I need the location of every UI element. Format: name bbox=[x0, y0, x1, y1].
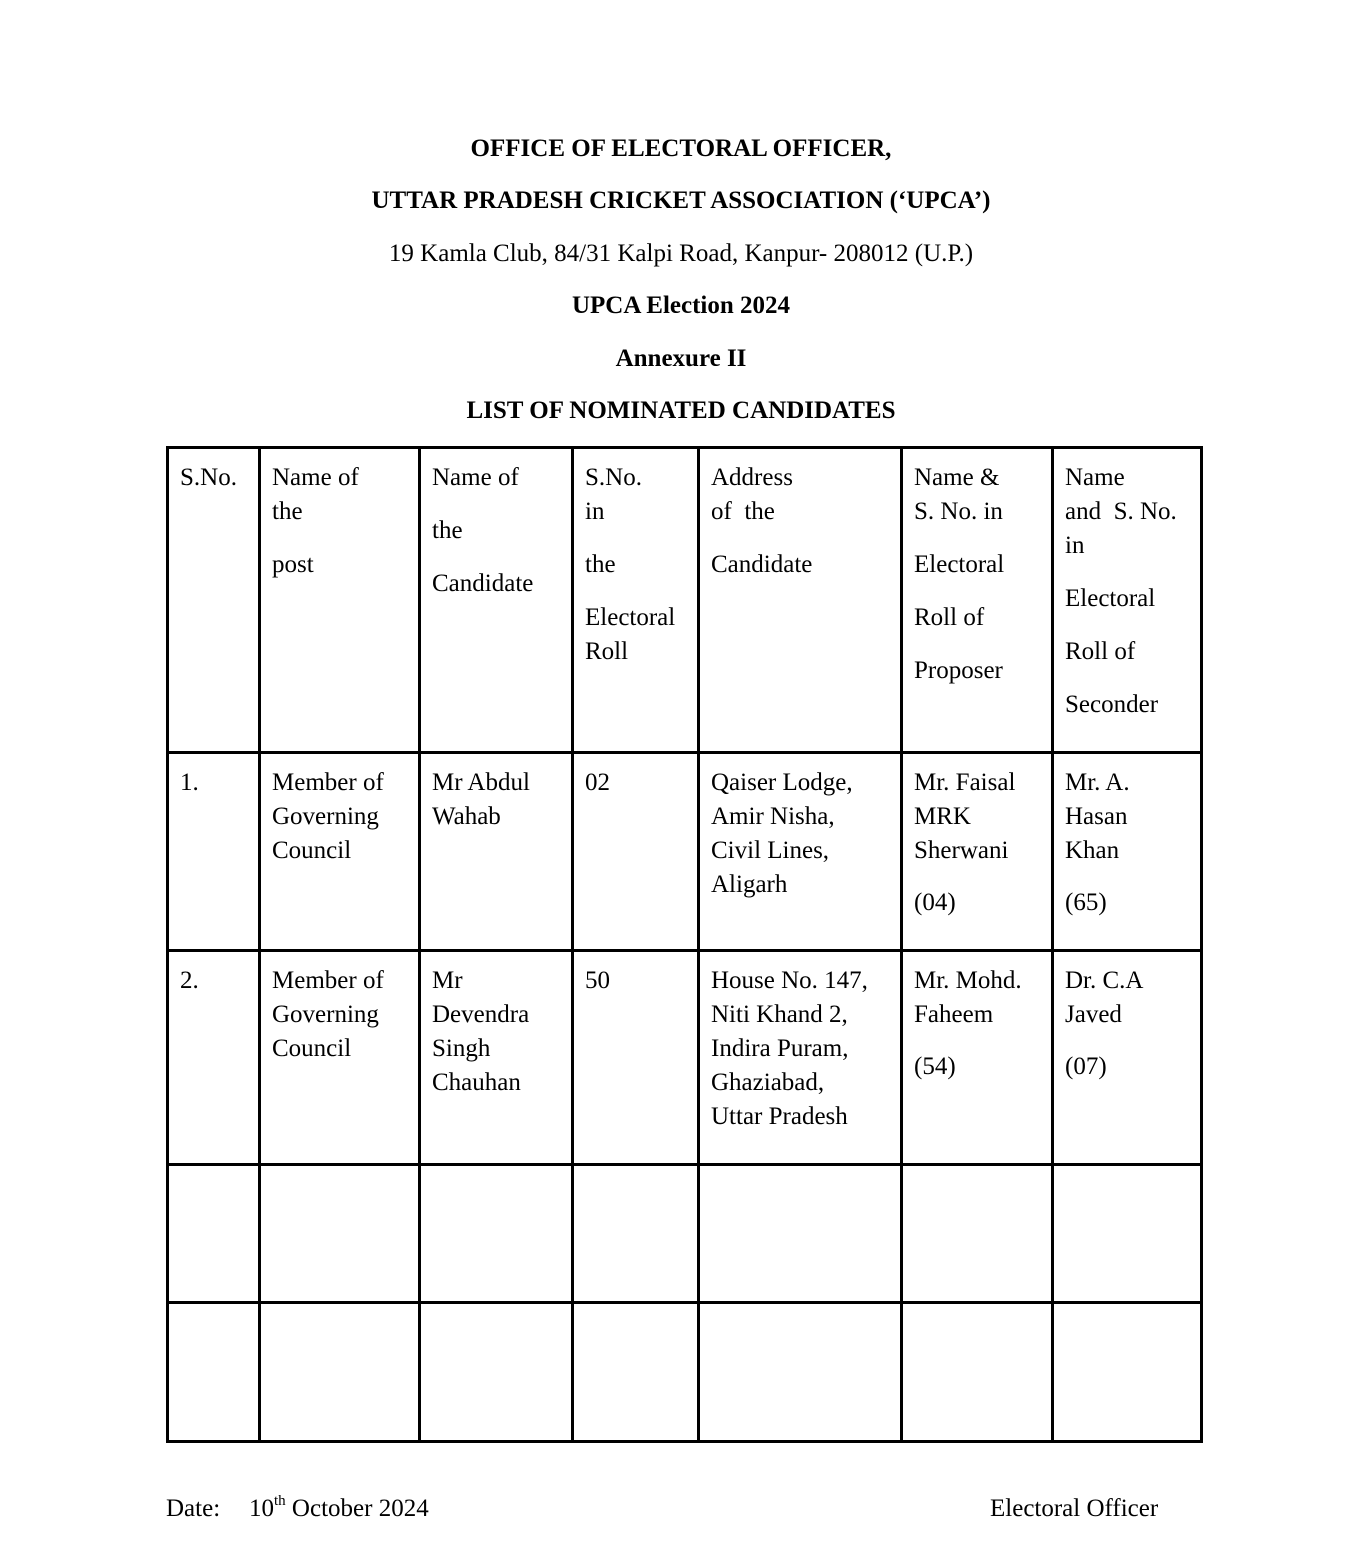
cell-sno: 1. bbox=[168, 753, 260, 951]
header-text: Name of bbox=[432, 464, 519, 491]
cell-text: Khan bbox=[1065, 837, 1120, 864]
cell-sno: 2. bbox=[168, 951, 260, 1165]
empty-cell bbox=[168, 1303, 260, 1442]
cell-text: Hasan bbox=[1065, 803, 1128, 830]
cell-text: Faheem bbox=[914, 1001, 994, 1028]
table-header-row bbox=[168, 448, 1202, 753]
cell-text: Devendra bbox=[432, 1001, 530, 1028]
cell-text: Dr. C.A bbox=[1065, 967, 1144, 994]
cell-text: Sherwani bbox=[914, 837, 1009, 864]
cell-text: Mr. A. bbox=[1065, 769, 1130, 796]
cell-text: Member of bbox=[272, 967, 384, 994]
cell-candidate bbox=[420, 951, 573, 1165]
date-value bbox=[249, 1492, 429, 1526]
header-text: Name of bbox=[272, 464, 359, 491]
empty-cell bbox=[420, 1303, 573, 1442]
empty-cell bbox=[1053, 1303, 1202, 1442]
cell-post bbox=[260, 951, 420, 1165]
empty-table-row bbox=[168, 1303, 1202, 1442]
empty-cell bbox=[168, 1165, 260, 1303]
header-text: Roll bbox=[585, 638, 629, 665]
cell-text: Civil Lines, bbox=[711, 837, 830, 864]
header-candidate bbox=[420, 448, 573, 753]
office-title: OFFICE OF ELECTORAL OFFICER, bbox=[470, 135, 892, 162]
date-rest: October 2024 bbox=[285, 1495, 429, 1522]
cell-text: Mr. Mohd. bbox=[914, 967, 1022, 994]
table-row bbox=[168, 951, 1202, 1165]
empty-table-row bbox=[168, 1165, 1202, 1303]
empty-cell bbox=[699, 1303, 902, 1442]
empty-cell bbox=[573, 1165, 699, 1303]
cell-electoral-roll: 02 bbox=[573, 753, 699, 951]
cell-proposer bbox=[902, 753, 1053, 951]
header-text: S. No. in bbox=[914, 498, 1003, 525]
header-proposer bbox=[902, 448, 1053, 753]
empty-cell bbox=[260, 1303, 420, 1442]
cell-text: Niti Khand 2, bbox=[711, 1001, 848, 1028]
header-text: Address bbox=[711, 464, 793, 491]
header-text: Seconder bbox=[1065, 691, 1159, 718]
header-address bbox=[699, 448, 902, 753]
cell-text: Chauhan bbox=[432, 1069, 521, 1096]
cell-text: House No. 147, bbox=[711, 967, 868, 994]
header-text: Roll of bbox=[1065, 638, 1136, 665]
cell-candidate bbox=[420, 753, 573, 951]
header-text: Name bbox=[1065, 464, 1125, 491]
cell-address bbox=[699, 951, 902, 1165]
cell-text: Qaiser Lodge, bbox=[711, 769, 853, 796]
annexure-title: Annexure II bbox=[615, 345, 747, 372]
header-text: Candidate bbox=[432, 570, 534, 597]
cell-text: Amir Nisha, bbox=[711, 803, 835, 830]
header-electoral-roll bbox=[573, 448, 699, 753]
header-seconder bbox=[1053, 448, 1202, 753]
cell-text: Ghaziabad, bbox=[711, 1069, 825, 1096]
association-name: UTTAR PRADESH CRICKET ASSOCIATION (‘UPCA’) bbox=[371, 187, 991, 214]
cell-text: Mr Abdul bbox=[432, 769, 530, 796]
header-text: the bbox=[585, 551, 616, 578]
cell-electoral-roll: 50 bbox=[573, 951, 699, 1165]
list-title: LIST OF NOMINATED CANDIDATES bbox=[466, 397, 896, 424]
header-text: Candidate bbox=[711, 551, 813, 578]
header-text: Name & bbox=[914, 464, 1000, 491]
cell-text: Mr. Faisal bbox=[914, 769, 1016, 796]
header-text: the bbox=[272, 498, 303, 525]
header-text: in bbox=[585, 498, 605, 525]
cell-address bbox=[699, 753, 902, 951]
header-text: of the bbox=[711, 498, 775, 525]
election-title: UPCA Election 2024 bbox=[571, 292, 791, 319]
header-text: Electoral bbox=[585, 604, 676, 631]
cell-seconder bbox=[1053, 951, 1202, 1165]
cell-proposer bbox=[902, 951, 1053, 1165]
cell-text: Mr bbox=[432, 967, 463, 994]
empty-cell bbox=[699, 1165, 902, 1303]
cell-text: Governing bbox=[272, 803, 379, 830]
empty-cell bbox=[1053, 1165, 1202, 1303]
cell-text: Aligarh bbox=[711, 871, 788, 898]
cell-text: Governing bbox=[272, 1001, 379, 1028]
cell-text: MRK bbox=[914, 803, 971, 830]
date-label: Date: bbox=[166, 1495, 221, 1522]
cell-text: Javed bbox=[1065, 1001, 1122, 1028]
header-text: S.No. bbox=[585, 464, 642, 491]
cell-text: (65) bbox=[1065, 889, 1107, 916]
header-text: in bbox=[1065, 532, 1085, 559]
empty-cell bbox=[902, 1165, 1053, 1303]
office-address: 19 Kamla Club, 84/31 Kalpi Road, Kanpur- 208012 (U.P.) bbox=[388, 240, 974, 267]
empty-cell bbox=[573, 1303, 699, 1442]
header-text: Electoral bbox=[914, 551, 1005, 578]
empty-cell bbox=[260, 1165, 420, 1303]
signatory: Electoral Officer bbox=[990, 1495, 1159, 1522]
header-text: S.No. bbox=[180, 464, 237, 491]
date-day: 10 bbox=[249, 1495, 274, 1522]
cell-text: Council bbox=[272, 1035, 352, 1062]
cell-seconder bbox=[1053, 753, 1202, 951]
header-sno bbox=[168, 448, 260, 753]
cell-post bbox=[260, 753, 420, 951]
cell-text: (04) bbox=[914, 889, 956, 916]
header-text: Proposer bbox=[914, 657, 1003, 684]
cell-text: Singh bbox=[432, 1035, 491, 1062]
empty-cell bbox=[902, 1303, 1053, 1442]
cell-text: Wahab bbox=[432, 803, 501, 830]
cell-text: Member of bbox=[272, 769, 384, 796]
header-text: post bbox=[272, 551, 314, 578]
cell-text: Uttar Pradesh bbox=[711, 1103, 848, 1130]
cell-text: Indira Puram, bbox=[711, 1035, 849, 1062]
cell-text: Council bbox=[272, 837, 352, 864]
header-text: and S. No. bbox=[1065, 498, 1177, 525]
header-text: Roll of bbox=[914, 604, 985, 631]
table-row bbox=[168, 753, 1202, 951]
cell-text: (54) bbox=[914, 1053, 956, 1080]
candidates-table bbox=[166, 446, 1203, 1443]
header-post bbox=[260, 448, 420, 753]
empty-cell bbox=[420, 1165, 573, 1303]
header-text: Electoral bbox=[1065, 585, 1156, 612]
cell-text: (07) bbox=[1065, 1053, 1107, 1080]
header-text: the bbox=[432, 517, 463, 544]
date-suffix: th bbox=[274, 1493, 286, 1509]
